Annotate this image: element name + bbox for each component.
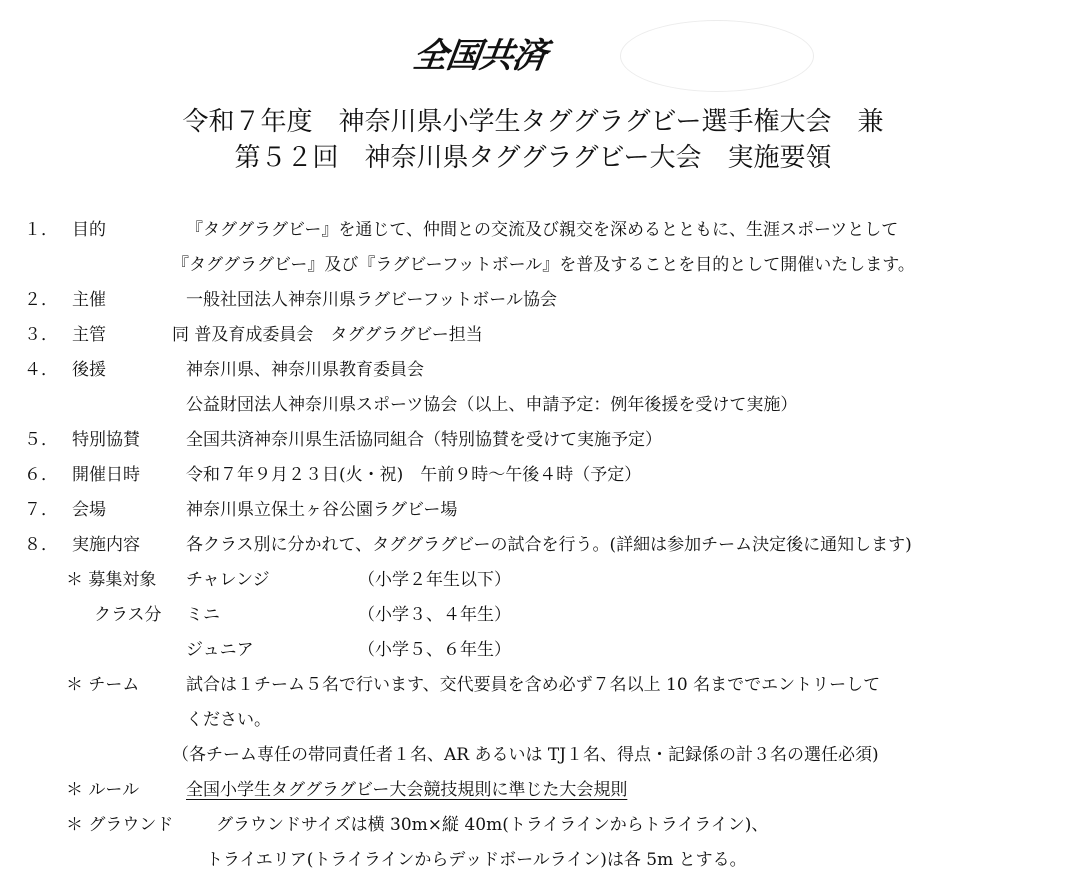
- team-text-2: ください。: [186, 710, 271, 730]
- item-label-content: 実施内容: [72, 535, 140, 555]
- title-line-2: 第５２回 神奈川県タググラグビー大会 実施要領: [234, 143, 832, 173]
- item-text-management: 同 普及育成委員会 タググラグビー担当: [172, 325, 483, 345]
- item-label-venue: 会場: [72, 500, 106, 520]
- item-text-purpose-1: 『タググラグビー』を通じて、仲間との交流及び親交を深めるとともに、生涯スポーツとして: [186, 220, 899, 240]
- item-text-sponsor: 全国共済神奈川県生活協同組合（特別協賛を受けて実施予定）: [186, 430, 662, 450]
- class-grade-mini: （小学３、４年生）: [358, 605, 511, 625]
- class-name-mini: ミニ: [186, 605, 220, 625]
- item-number: ５．: [24, 430, 58, 450]
- rule-label: ＊ ルール: [66, 780, 140, 800]
- ground-text-2: トライエリア(トライラインからデッドボールライン)は各 5m とする。: [206, 850, 747, 870]
- item-number: ６．: [24, 465, 58, 485]
- item-text-support-2: 公益財団法人神奈川県スポーツ協会（以上、申請予定：例年後援を受けて実施）: [186, 395, 798, 415]
- item-number: ４．: [24, 360, 58, 380]
- item-label-management: 主管: [72, 325, 106, 345]
- item-text-purpose-2: 『タググラグビー』及び『ラグビーフットボール』を普及することを目的として開催いたします。: [172, 255, 915, 275]
- class-grade-challenge: （小学２年生以下）: [358, 570, 511, 590]
- ground-text-1: グラウンドサイズは横 30m×縦 40m(トライラインからトライライン)、: [216, 815, 769, 835]
- ground-label: ＊ グラウンド: [66, 815, 174, 835]
- item-number: ３．: [24, 325, 58, 345]
- item-label-organizer: 主催: [72, 290, 106, 310]
- item-text-datetime: 令和７年９月２３日(火・祝) 午前９時～午後４時（予定）: [186, 465, 642, 485]
- team-text-3: （各チーム専任の帯同責任者１名、AR あるいは TJ１名、得点・記録係の計３名の選任必須): [172, 745, 879, 765]
- item-label-datetime: 開催日時: [72, 465, 140, 485]
- item-number: ８．: [24, 535, 58, 555]
- rule-text: 全国小学生タググラグビー大会競技規則に準じた大会規則: [186, 780, 628, 800]
- team-text-1: 試合は１チーム５名で行います、交代要員を含め必ず７名以上 10 名まででエントリーして: [186, 675, 881, 695]
- item-text-support-1: 神奈川県、神奈川県教育委員会: [186, 360, 424, 380]
- item-label-support: 後援: [72, 360, 106, 380]
- title-line-1: 令和７年度 神奈川県小学生タググラグビー選手権大会 兼: [182, 107, 884, 137]
- blank-oval-stamp: [620, 20, 814, 92]
- class-name-challenge: チャレンジ: [186, 570, 270, 590]
- item-text-organizer: 一般社団法人神奈川県ラグビーフットボール協会: [186, 290, 557, 310]
- item-text-venue: 神奈川県立保土ヶ谷公園ラグビー場: [186, 500, 458, 520]
- item-label-sponsor: 特別協賛: [72, 430, 140, 450]
- team-label: ＊ チーム: [66, 675, 140, 695]
- item-label-purpose: 目的: [72, 220, 106, 240]
- item-text-content: 各クラス別に分かれて、タググラグビーの試合を行う。(詳細は参加チーム決定後に通知します): [186, 535, 912, 555]
- item-number: ２．: [24, 290, 58, 310]
- item-number: １．: [24, 220, 58, 240]
- class-name-junior: ジュニア: [186, 640, 254, 660]
- zenkoku-kyosai-logo: 全国共済: [410, 36, 549, 76]
- class-division-label: クラス分: [94, 605, 162, 625]
- recruit-label: ＊ 募集対象: [66, 570, 157, 590]
- item-number: ７．: [24, 500, 58, 520]
- class-grade-junior: （小学５、６年生）: [358, 640, 511, 660]
